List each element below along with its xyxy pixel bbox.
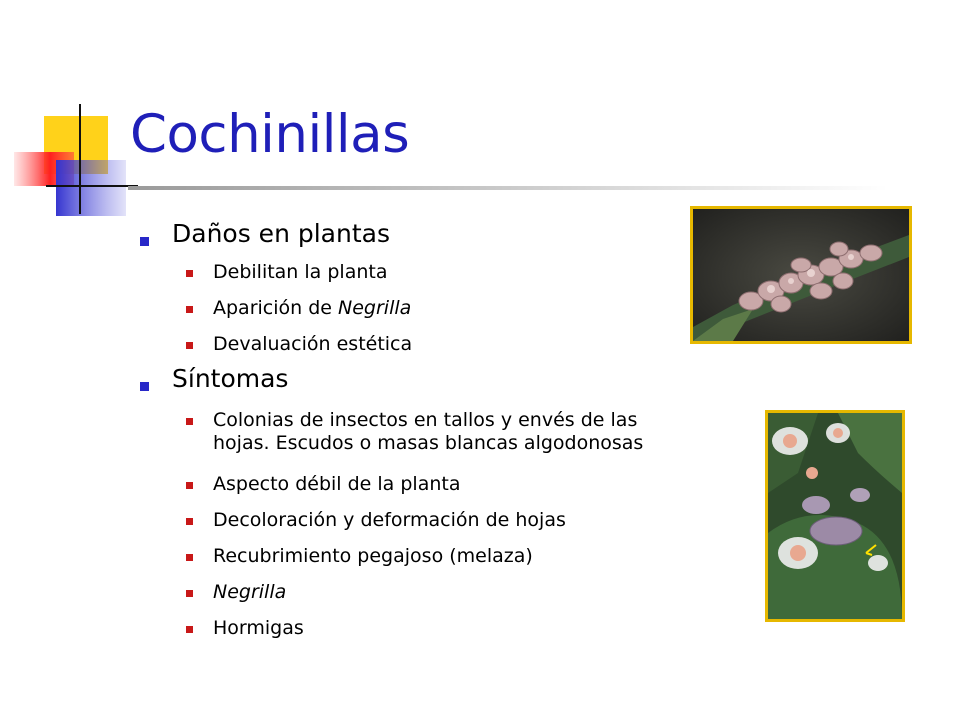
bullet-square — [186, 518, 193, 525]
list-item: Debilitan la planta — [213, 261, 388, 283]
bullet-square — [140, 382, 149, 391]
list-item: Hormigas — [213, 617, 304, 639]
bullet-square — [186, 482, 193, 489]
mealybugs-leaf-photo — [765, 410, 905, 622]
list-item — [213, 297, 411, 320]
list-item-italic: Negrilla — [338, 297, 412, 319]
section-heading: Daños en plantas — [172, 219, 390, 248]
list-item: Recubrimiento pegajoso (melaza) — [213, 545, 533, 567]
bullet-square — [186, 554, 193, 561]
bullet-square — [186, 418, 193, 425]
list-item: Devaluación estética — [213, 333, 413, 355]
list-item-text: Aparición de — [213, 297, 339, 319]
list-item-line: Colonias de insectos en tallos y envés de las — [213, 409, 638, 431]
list-item: Aspecto débil de la planta — [213, 473, 461, 495]
scale-insects-stem-photo — [690, 206, 912, 344]
list-item — [213, 409, 643, 455]
bullet-square — [186, 342, 193, 349]
slide-title: Cochinillas — [130, 104, 410, 165]
bullet-square — [186, 590, 193, 597]
list-item-line: hojas. Escudos o masas blancas algodonosas — [213, 432, 644, 454]
bullet-square — [186, 306, 193, 313]
bullet-square — [186, 270, 193, 277]
list-item: Negrilla — [213, 581, 287, 603]
bullet-square — [140, 237, 149, 246]
bullet-square — [186, 626, 193, 633]
list-item: Decoloración y deformación de hojas — [213, 509, 566, 531]
section-heading: Síntomas — [172, 364, 289, 393]
